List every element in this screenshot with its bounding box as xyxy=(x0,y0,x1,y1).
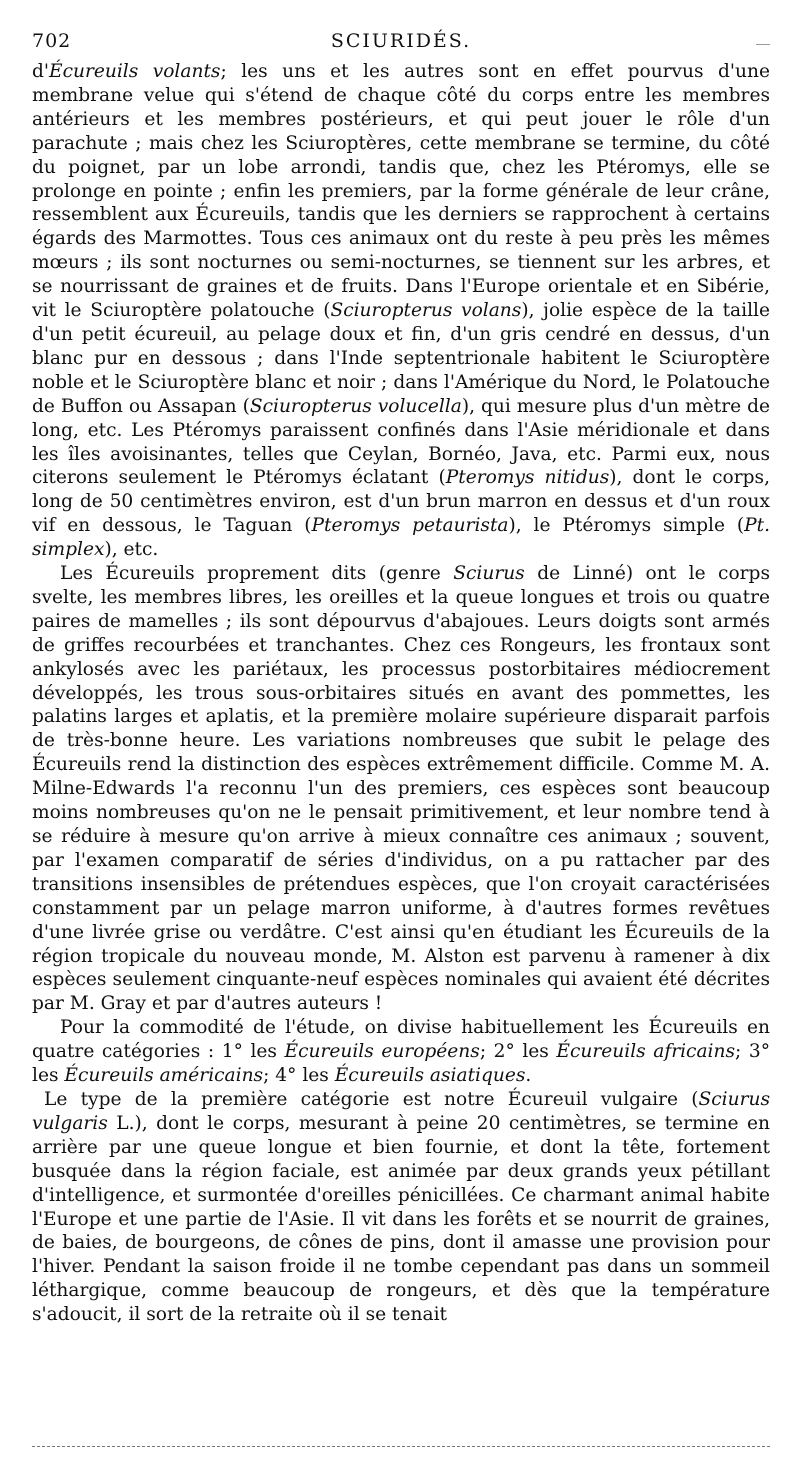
text-run: Les Écureuils proprement dits (genre xyxy=(60,563,454,585)
text-run: ), qui mesure plus d'un mètre de long, etc. Les Ptéromys paraissent confinés dans l'Asie méridionale et dans les îles avoisinantes, telles que Ceylan, Bornéo, Java, etc. Parmi eux, nous citerons seulement le Ptéromys éclatant ( xyxy=(32,395,770,489)
paragraph-true-squirrels xyxy=(32,562,770,1016)
italic-term: Sciuropterus volucella xyxy=(249,395,462,417)
header-mark xyxy=(756,44,770,45)
italic-term: Écureuils américains xyxy=(64,1065,264,1087)
text-run: ; 4° les xyxy=(263,1065,335,1087)
italic-term: Pt. simplex xyxy=(32,515,770,561)
italic-term: Sciurus xyxy=(453,563,525,585)
text-run: . xyxy=(525,1065,532,1087)
body-text xyxy=(32,60,770,1327)
text-run: Le type de la première catégorie est notre Écureuil vulgaire ( xyxy=(44,1088,699,1110)
italic-term: Écureuils européens xyxy=(284,1041,480,1063)
italic-term: Écureuils africains xyxy=(556,1041,736,1063)
italic-term: Écureuils volants xyxy=(49,61,221,82)
text-run: ), jolie espèce de la taille d'un petit écureuil, au pelage doux et fin, d'un gris cendré en dessus, d'un blanc pur en dessous ; dans l'Inde septentrionale habitent le Sciuroptère noble et le Sciuroptère blanc et noir ; dans l'Amérique du Nord, le Polatouche de Buffon ou Assapan ( xyxy=(32,300,770,417)
italic-term: Sciuropterus volans xyxy=(330,300,522,322)
text-run: L.), dont le corps, mesurant à peine 20 centimètres, se termine en arrière par une queue longue et bien fournie, et dont la tête, fortement busquée dans la région faciale, est animée par deux grands yeux pétillant d'intelligence, et surmontée d'oreilles pénicillées. Ce charmant animal habite l'Europe et une partie de l'Asie. Il vit dans les forêts et se nourrit de graines, de baies, de bourgeons, de cônes de pins, dont il amasse une provision pour l'hiver. Pendant la saison froide il ne tombe cependant pas dans un sommeil léthargique, comme beaucoup de rongeurs, et dès que la température s'adoucit, il sort de la retraite où il se tenait xyxy=(32,1112,770,1326)
italic-term: Sciurus vulgaris xyxy=(32,1088,770,1134)
italic-term: Pteromys petaurista xyxy=(311,515,509,537)
text-run: ; 2° les xyxy=(479,1041,557,1063)
book-page xyxy=(32,26,770,1446)
text-run: ; 3° les xyxy=(32,1041,770,1087)
text-run: de Linné) ont le corps svelte, les membres libres, les oreilles et la queue longues et trois ou quatre paires de mamelles ; ils sont dépourvus d'abajoues. Leurs doigts sont armés de griffes recourbées et tranchantes. Chez ces Rongeurs, les frontaux sont ankylosés avec les pariétaux, les processus postorbitaires médiocrement développés, les trous sous-orbitaires situés en avant des pommettes, les palatins larges et aplatis, et la première molaire supérieure disparait parfois de très-bonne heure. Les variations nombreuses que subit le pelage des Écureuils rend la distinction des espèces extrêmement difficile. Comme M. A. Milne-Edwards l'a reconnu l'un des premiers, ces espèces sont beaucoup moins nombreuses qu'on ne le pensait primitivement, et leur nombre tend à se réduire à mesure qu'on arrive à mieux connaître ces animaux ; souvent, par l'examen comparatif de séries d'individus, on a pu rattacher par des transitions insensibles de prétendues espèces, que l'on croyait caractérisées constamment par un pelage marron uniforme, à d'autres formes revêtues d'une livrée grise ou verdâtre. C'est ainsi qu'en étudiant les Écureuils de la région tropicale du nouveau monde, M. Alston est parvenu à ramener à dix espèces seulement cinquante-neuf espèces nominales qui avaient été décrites par M. Gray et par d'autres auteurs ! xyxy=(32,563,771,1015)
text-run: ), etc. xyxy=(104,539,159,561)
page-number: 702 xyxy=(32,30,72,52)
text-run: ; les uns et les autres sont en effet pourvus d'une membrane velue qui s'étend de chaque côté du corps entre les membres antérieurs et les membres postérieurs, et qui peut jouer le rôle d'un parachute ; mais chez les Sciuroptères, cette membrane se termine, du côté du poignet, par un lobe arrondi, tandis que, chez les Ptéromys, elle se prolonge en pointe ; enfin les premiers, par la forme générale de leur crâne, ressemblent aux Écureuils, tandis que les derniers se rapprochent à certains égards des Marmottes. Tous ces animaux ont du reste à peu près les mêmes mœurs ; ils sont nocturnes ou semi-nocturnes, se tiennent sur les arbres, et se nourrissant de graines et de fruits. Dans l'Europe orientale et en Sibérie, vit le Sciuroptère polatouche ( xyxy=(32,61,770,322)
footer-rule xyxy=(32,1446,770,1447)
page-header xyxy=(32,26,770,60)
running-title: SCIURIDÉS. xyxy=(330,30,472,52)
paragraph-categories xyxy=(32,1016,770,1088)
paragraph-common-squirrel xyxy=(32,1088,770,1327)
text-run: d' xyxy=(32,61,50,82)
paragraph-flying-squirrels xyxy=(32,60,770,562)
text-run: ), dont le corps, long de 50 centimètres environ, est d'un brun marron en dessus et d'un roux vif en dessous, le Taguan ( xyxy=(32,467,770,537)
text-run: Pour la commodité de l'étude, on divise habituellement les Écureuils en quatre catégories : 1° les xyxy=(32,1017,770,1063)
text-run: ), le Ptéromys simple ( xyxy=(508,515,745,537)
italic-term: Pteromys nitidus xyxy=(445,467,610,489)
italic-term: Écureuils asiatiques xyxy=(334,1065,526,1087)
